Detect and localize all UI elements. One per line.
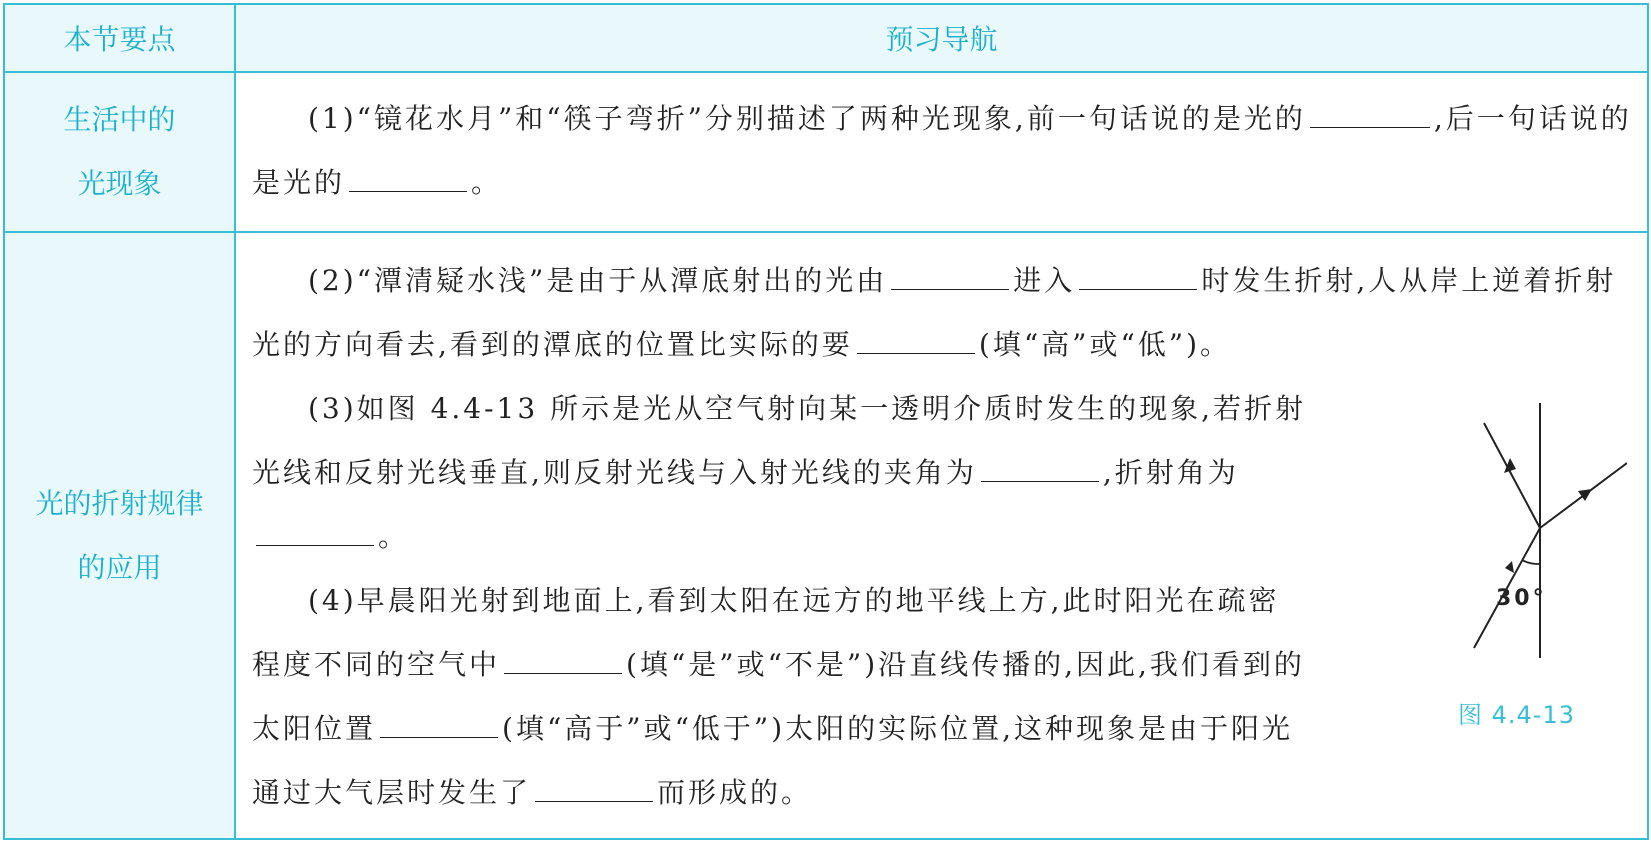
question-3-wrap <box>236 377 1321 825</box>
question-text: (填“高”或“低”)。 <box>978 328 1232 361</box>
row-label-line: 生活中的 <box>63 103 176 136</box>
reflected-ray <box>1484 423 1540 528</box>
question-4 <box>236 569 1321 825</box>
header-preview-guide: 预习导航 <box>235 4 1648 72</box>
question-1-cell <box>235 72 1648 232</box>
figure-caption: 图 4.4-13 <box>1458 701 1575 729</box>
answer-blank[interactable] <box>981 459 1099 482</box>
row-label-line: 的应用 <box>77 550 162 584</box>
row-label-line: 光的折射规律 <box>35 486 204 520</box>
angle-label: 30° <box>1496 586 1547 611</box>
answer-blank[interactable] <box>349 169 467 192</box>
question-text: (4)早晨阳光射到地面上,看到太阳在远方的地平线上方,此时阳光在疏密程度不同的空气中 <box>252 584 1280 681</box>
answer-blank[interactable] <box>1310 105 1430 128</box>
question-text: 进入 <box>1013 264 1076 297</box>
question-text: (填“是”或“不是”)沿直线传播的,因此,我们看到的太阳位置 <box>252 648 1305 745</box>
refraction-figure <box>1452 403 1627 729</box>
answer-blank[interactable] <box>504 651 622 674</box>
answer-blank[interactable] <box>256 523 374 546</box>
questions-2-4-cell <box>235 232 1648 839</box>
answer-blank[interactable] <box>857 331 975 354</box>
question-text: (3)如图 4.4-13 所示是光从空气射向某一透明介质时发生的现象,若折射光线和反射光线垂直,则反射光线与入射光线的夹角为 <box>252 392 1306 489</box>
question-3 <box>236 377 1321 569</box>
answer-blank[interactable] <box>535 779 653 802</box>
question-text: 而形成的。 <box>657 776 813 809</box>
answer-blank[interactable] <box>891 267 1009 290</box>
question-text: 。 <box>378 520 410 553</box>
question-text: (填“高于”或“低于”)太阳的实际位置,这种现象是由于阳光通过大气层时发生了 <box>252 712 1294 809</box>
row-label-light-phenomena <box>4 72 235 232</box>
question-text: (2)“潭清疑水浅”是由于从潭底射出的光由 <box>308 264 888 297</box>
question-text: 时发生折射,人从岸上逆着折射光的方向看去,看到的潭底的位置比实际的要 <box>252 264 1617 361</box>
question-1 <box>236 87 1647 215</box>
refraction-diagram <box>1452 403 1627 673</box>
header-key-points: 本节要点 <box>4 4 235 72</box>
answer-blank[interactable] <box>1079 267 1197 290</box>
preview-guide-table <box>3 3 1649 840</box>
incident-arrow-icon <box>1505 561 1514 573</box>
angle-arc <box>1522 560 1540 564</box>
question-text: ,后一句话说的是光的 <box>252 102 1632 199</box>
question-text: 。 <box>471 166 503 199</box>
question-2 <box>236 249 1647 377</box>
question-text: ,折射角为 <box>1102 456 1239 489</box>
row-label-refraction-applications <box>4 232 235 839</box>
row-label-line: 光现象 <box>77 167 162 200</box>
question-text: (1)“镜花水月”和“筷子弯折”分别描述了两种光现象,前一句话说的是光的 <box>308 102 1306 135</box>
answer-blank[interactable] <box>380 715 498 738</box>
